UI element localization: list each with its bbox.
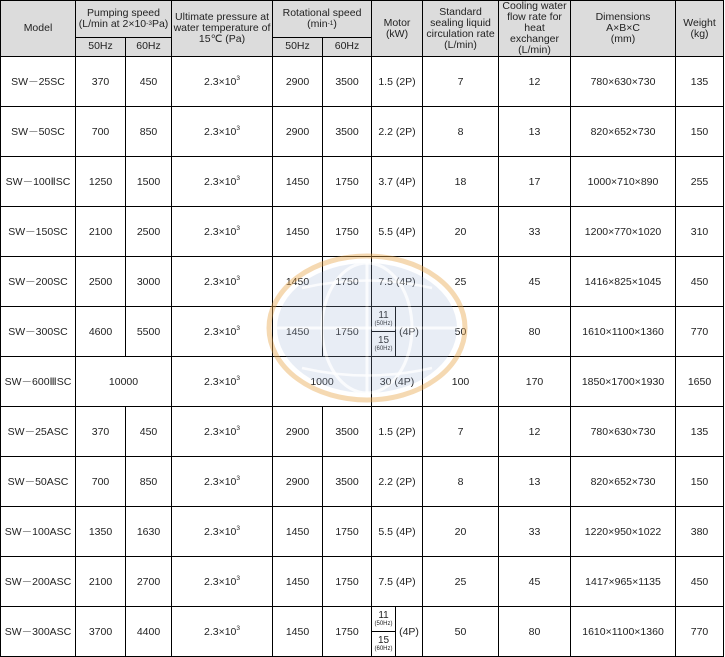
cell-pumping-50hz: 370 <box>76 407 126 457</box>
header-pumping-60hz: 60Hz <box>126 37 172 56</box>
cell-dimensions: 1610×1100×1360 <box>571 607 676 657</box>
cell-pumping-50hz: 2500 <box>76 257 126 307</box>
cell-model: SW－100ASC <box>1 507 76 557</box>
cell-ultimate-pressure: $2.3\times 10^3$ <box>172 457 273 507</box>
cell-weight: 1650 <box>676 357 724 407</box>
cell-dimensions: 820×652×730 <box>571 107 676 157</box>
cell-pumping-speed: 10000 <box>76 357 172 407</box>
header-model: Model <box>1 1 76 57</box>
cell-pumping-50hz: 700 <box>76 457 126 507</box>
cell-sealing-rate: 20 <box>423 207 499 257</box>
cell-pumping-60hz: 3000 <box>126 257 172 307</box>
motor-stack <box>372 307 396 356</box>
cell-motor: 1.5 (2P) <box>372 57 423 107</box>
cell-rotational-60hz: 3500 <box>323 457 372 507</box>
table-row <box>1 107 724 157</box>
table-row <box>1 57 724 107</box>
cell-rotational-50hz: 1450 <box>273 257 323 307</box>
motor-stack <box>372 607 396 656</box>
cell-motor: 5.5 (4P) <box>372 507 423 557</box>
cell-motor: 2.2 (2P) <box>372 107 423 157</box>
cell-rotational-50hz: 2900 <box>273 407 323 457</box>
cell-pumping-60hz: 850 <box>126 107 172 157</box>
cell-pumping-50hz: 370 <box>76 57 126 107</box>
cell-rotational-50hz: 2900 <box>273 107 323 157</box>
cell-rotational-speed: 1000 <box>273 357 372 407</box>
cell-motor: 2.2 (2P) <box>372 457 423 507</box>
cell-weight: 450 <box>676 257 724 307</box>
cell-ultimate-pressure: $2.3\times 10^3$ <box>172 107 273 157</box>
cell-pumping-50hz: 2100 <box>76 557 126 607</box>
header-cooling-water: Cooling water flow rate for heat exchanger (L/min) <box>499 1 571 57</box>
header-dimensions: Dimensions A×B×C (mm) <box>571 1 676 57</box>
cell-dimensions: 1610×1100×1360 <box>571 307 676 357</box>
cell-model: SW－25ASC <box>1 407 76 457</box>
table-row <box>1 507 724 557</box>
header-motor: Motor (kW) <box>372 1 423 57</box>
cell-dimensions: 1416×825×1045 <box>571 257 676 307</box>
cell-sealing-rate: 100 <box>423 357 499 407</box>
cell-model: SW－300SC <box>1 307 76 357</box>
cell-cooling-rate: 80 <box>499 607 571 657</box>
table-row <box>1 257 724 307</box>
table-row <box>1 157 724 207</box>
cell-pumping-60hz: 450 <box>126 57 172 107</box>
cell-pumping-60hz: 5500 <box>126 307 172 357</box>
cell-cooling-rate: 12 <box>499 57 571 107</box>
cell-sealing-rate: 18 <box>423 157 499 207</box>
cell-pumping-50hz: 4600 <box>76 307 126 357</box>
cell-ultimate-pressure: $2.3\times 10^3$ <box>172 207 273 257</box>
cell-sealing-rate: 20 <box>423 507 499 557</box>
table-body <box>1 57 724 657</box>
motor-50hz: 11 (50Hz) <box>372 307 395 332</box>
cell-model: SW－50ASC <box>1 457 76 507</box>
cell-motor: 3.7 (4P) <box>372 157 423 207</box>
cell-pumping-60hz: 1630 <box>126 507 172 557</box>
cell-sealing-rate: 8 <box>423 457 499 507</box>
cell-weight: 380 <box>676 507 724 557</box>
cell-cooling-rate: 45 <box>499 257 571 307</box>
header-rotational-50hz: 50Hz <box>273 37 323 56</box>
header-rotational-unit: $(\min^{-1})$ <box>307 17 337 30</box>
cell-pumping-60hz: 2700 <box>126 557 172 607</box>
cell-dimensions: 1200×770×1020 <box>571 207 676 257</box>
cell-model: SW－600ⅢSC <box>1 357 76 407</box>
cell-rotational-50hz: 1450 <box>273 157 323 207</box>
table-row <box>1 457 724 507</box>
cell-pumping-50hz: 2100 <box>76 207 126 257</box>
cell-ultimate-pressure: $2.3\times 10^3$ <box>172 407 273 457</box>
cell-pumping-50hz: 3700 <box>76 607 126 657</box>
cell-ultimate-pressure: $2.3\times 10^3$ <box>172 607 273 657</box>
cell-ultimate-pressure: $2.3\times 10^3$ <box>172 257 273 307</box>
cell-rotational-60hz: 1750 <box>323 157 372 207</box>
cell-rotational-60hz: 1750 <box>323 307 372 357</box>
cell-pumping-60hz: 850 <box>126 457 172 507</box>
cell-model: SW－25SC <box>1 57 76 107</box>
cell-sealing-rate: 7 <box>423 407 499 457</box>
table-row <box>1 607 724 657</box>
cell-model: SW－150SC <box>1 207 76 257</box>
cell-pumping-50hz: 700 <box>76 107 126 157</box>
cell-weight: 135 <box>676 407 724 457</box>
cell-rotational-60hz: 1750 <box>323 557 372 607</box>
cell-cooling-rate: 13 <box>499 107 571 157</box>
table-header <box>1 1 724 57</box>
cell-dimensions: 1220×950×1022 <box>571 507 676 557</box>
cell-sealing-rate: 25 <box>423 257 499 307</box>
cell-dimensions: 1000×710×890 <box>571 157 676 207</box>
motor-poles: (4P) <box>399 325 419 338</box>
cell-rotational-50hz: 1450 <box>273 307 323 357</box>
cell-cooling-rate: 13 <box>499 457 571 507</box>
table-row <box>1 307 724 357</box>
header-sealing-liquid: Standard sealing liquid circulation rate (L/min) <box>423 1 499 57</box>
motor-poles: (4P) <box>399 625 419 638</box>
motor-split <box>372 307 422 356</box>
cell-motor: 7.5 (4P) <box>372 557 423 607</box>
cell-model: SW－100ⅡSC <box>1 157 76 207</box>
cell-pumping-60hz: 1500 <box>126 157 172 207</box>
cell-pumping-50hz: 1350 <box>76 507 126 557</box>
cell-weight: 770 <box>676 307 724 357</box>
cell-ultimate-pressure: $2.3\times 10^3$ <box>172 57 273 107</box>
cell-pumping-60hz: 2500 <box>126 207 172 257</box>
cell-cooling-rate: 33 <box>499 207 571 257</box>
cell-dimensions: 1850×1700×1930 <box>571 357 676 407</box>
cell-pumping-60hz: 450 <box>126 407 172 457</box>
header-ultimate-pressure: Ultimate pressure at water temperature of 15℃ (Pa) <box>172 1 273 57</box>
cell-cooling-rate: 45 <box>499 557 571 607</box>
header-pumping-speed: Pumping speed (L/min at $2\times 10^{-3}Pa$) <box>76 1 172 38</box>
cell-motor <box>372 307 423 357</box>
cell-rotational-50hz: 1450 <box>273 607 323 657</box>
cell-pumping-50hz: 1250 <box>76 157 126 207</box>
cell-pumping-60hz: 4400 <box>126 607 172 657</box>
motor-50hz: 11 (50Hz) <box>372 607 395 632</box>
cell-rotational-60hz: 1750 <box>323 207 372 257</box>
cell-cooling-rate: 170 <box>499 357 571 407</box>
motor-60hz: 15 (60Hz) <box>374 334 393 352</box>
cell-rotational-60hz: 3500 <box>323 407 372 457</box>
cell-cooling-rate: 80 <box>499 307 571 357</box>
cell-ultimate-pressure: $2.3\times 10^3$ <box>172 557 273 607</box>
cell-sealing-rate: 50 <box>423 607 499 657</box>
cell-rotational-50hz: 2900 <box>273 457 323 507</box>
cell-rotational-50hz: 2900 <box>273 57 323 107</box>
cell-motor: 30 (4P) <box>372 357 423 407</box>
cell-sealing-rate: 25 <box>423 557 499 607</box>
cell-weight: 255 <box>676 157 724 207</box>
cell-weight: 150 <box>676 457 724 507</box>
table-row <box>1 207 724 257</box>
cell-sealing-rate: 7 <box>423 57 499 107</box>
motor-60hz: 15 (60Hz) <box>374 634 393 652</box>
cell-sealing-rate: 50 <box>423 307 499 357</box>
cell-rotational-60hz: 1750 <box>323 507 372 557</box>
cell-weight: 150 <box>676 107 724 157</box>
cell-ultimate-pressure: $2.3\times 10^3$ <box>172 307 273 357</box>
header-pumping-50hz: 50Hz <box>76 37 126 56</box>
cell-dimensions: 820×652×730 <box>571 457 676 507</box>
cell-dimensions: 780×630×730 <box>571 407 676 457</box>
cell-weight: 310 <box>676 207 724 257</box>
cell-cooling-rate: 12 <box>499 407 571 457</box>
cell-model: SW－300ASC <box>1 607 76 657</box>
header-weight: Weight (kg) <box>676 1 724 57</box>
cell-motor: 5.5 (4P) <box>372 207 423 257</box>
cell-ultimate-pressure: $2.3\times 10^3$ <box>172 157 273 207</box>
cell-ultimate-pressure: $2.3\times 10^3$ <box>172 357 273 407</box>
cell-model: SW－200ASC <box>1 557 76 607</box>
table-row <box>1 357 724 407</box>
cell-motor: 7.5 (4P) <box>372 257 423 307</box>
cell-cooling-rate: 33 <box>499 507 571 557</box>
cell-rotational-60hz: 1750 <box>323 257 372 307</box>
header-rotational-60hz: 60Hz <box>323 37 372 56</box>
cell-rotational-60hz: 1750 <box>323 607 372 657</box>
cell-motor: 1.5 (2P) <box>372 407 423 457</box>
cell-rotational-60hz: 3500 <box>323 107 372 157</box>
header-rotational-speed: Rotational speed $(\min^{-1})$ <box>273 1 372 38</box>
cell-model: SW－200SC <box>1 257 76 307</box>
cell-rotational-50hz: 1450 <box>273 507 323 557</box>
table-row <box>1 407 724 457</box>
cell-rotational-50hz: 1450 <box>273 557 323 607</box>
cell-dimensions: 1417×965×1135 <box>571 557 676 607</box>
motor-split <box>372 607 422 656</box>
cell-weight: 770 <box>676 607 724 657</box>
cell-cooling-rate: 17 <box>499 157 571 207</box>
cell-dimensions: 780×630×730 <box>571 57 676 107</box>
cell-model: SW－50SC <box>1 107 76 157</box>
cell-rotational-50hz: 1450 <box>273 207 323 257</box>
cell-motor <box>372 607 423 657</box>
cell-ultimate-pressure: $2.3\times 10^3$ <box>172 507 273 557</box>
cell-weight: 135 <box>676 57 724 107</box>
cell-weight: 450 <box>676 557 724 607</box>
table-row <box>1 557 724 607</box>
cell-sealing-rate: 8 <box>423 107 499 157</box>
header-pumping-unit: (L/min at $2\times 10^{-3}Pa$) <box>78 17 169 30</box>
cell-rotational-60hz: 3500 <box>323 57 372 107</box>
